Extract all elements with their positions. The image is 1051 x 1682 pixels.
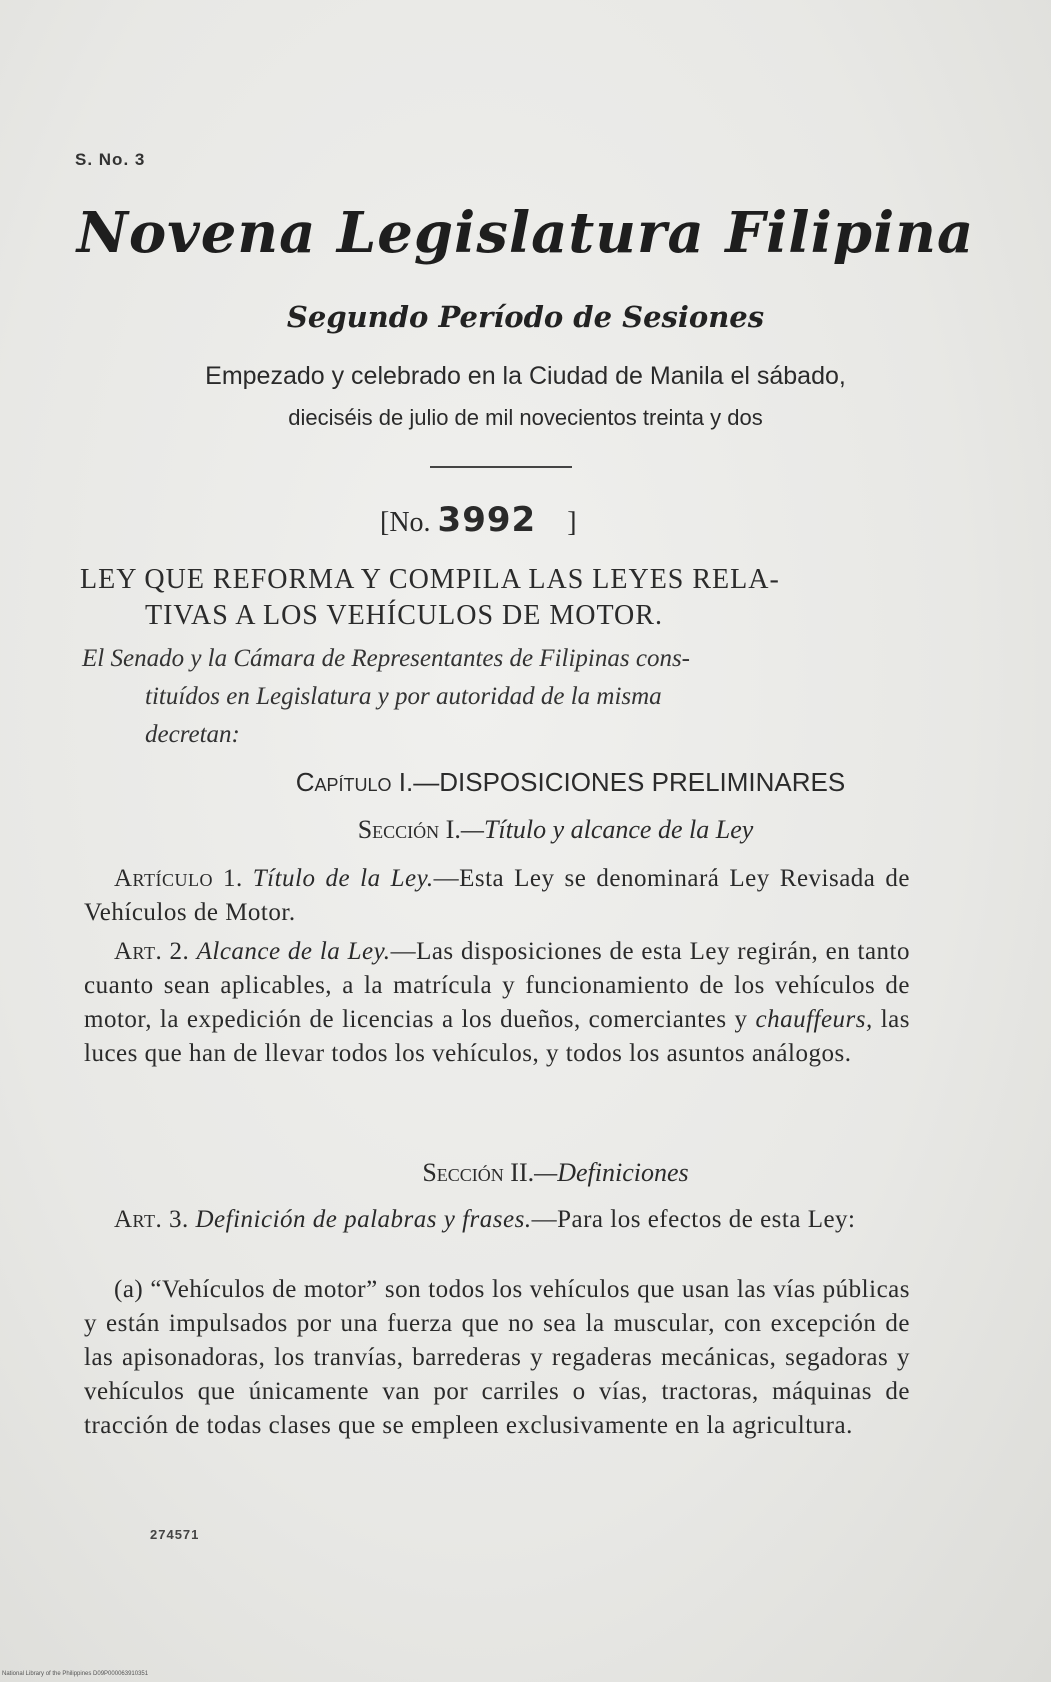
act-title-line-2: TIVAS A LOS VEHÍCULOS DE MOTOR. — [145, 600, 663, 631]
paragraph-a-text: “Vehículos de motor” son todos los vehículos que usan las vías públicas y están impulsados por una fuerza que no sea la muscular, con excepción de las apisonadoras, los tranvías, barrederas y regaderas mecánicas, segadoras y vehículos que únicamente van por carriles o vías, tractoras, máquinas de tracción de todas clases que se empleen exclusivamente en la agricultura. — [84, 1276, 910, 1439]
bill-prefix: [No. — [380, 507, 431, 538]
section-2-title: —Definiciones — [534, 1158, 689, 1187]
article-2-label: Art. 2. — [114, 938, 190, 965]
enacting-line-3: decretan: — [145, 721, 240, 748]
archive-footer: National Library of the Philippines D09P000063910351 — [2, 1671, 149, 1677]
article-1 — [84, 862, 910, 930]
legislature-title: Novena Legislatura Filipina — [76, 200, 975, 266]
chapter-title: —DISPOSICIONES PRELIMINARES — [413, 767, 846, 797]
section-1-heading — [0, 815, 1051, 845]
article-1-text: —Esta Ley se denominará Ley Revisada de Vehículos de Motor. — [84, 865, 911, 926]
article-3-heading: Definición de palabras y frases. — [195, 1206, 532, 1233]
bill-number — [380, 500, 577, 540]
article-2 — [84, 935, 910, 1071]
bill-suffix: ] — [567, 507, 577, 538]
divider-rule — [430, 466, 572, 468]
article-3-label: Art. 3. — [114, 1206, 189, 1233]
chapter-heading — [0, 767, 1051, 798]
article-3-text: —Para los efectos de esta Ley: — [531, 1206, 856, 1233]
session-start-line-2: dieciséis de julio de mil novecientos treinta y dos — [288, 405, 763, 430]
section-1-label: Sección I. — [357, 815, 461, 844]
paragraph-a-label: (a) — [114, 1276, 144, 1303]
session-subtitle: Segundo Período de Sesiones — [286, 300, 765, 334]
enacting-line-2: tituídos en Legislatura y por autoridad de la misma — [145, 683, 662, 710]
chapter-label: Capítulo I. — [295, 767, 414, 797]
print-number: 274571 — [150, 1527, 200, 1542]
section-2-heading — [0, 1158, 1051, 1188]
enacting-line-1: El Senado y la Cámara de Representantes de Filipinas cons- — [82, 645, 690, 672]
session-start-line-1: Empezado y celebrado en la Ciudad de Manila el sábado, — [205, 362, 846, 390]
article-2-text-2: las luces que han de llevar todos los vehículos, y todos los asuntos análogos. — [84, 1006, 910, 1067]
act-title — [80, 562, 910, 634]
article-1-label: Artículo 1. — [114, 865, 243, 892]
article-2-heading: Alcance de la Ley. — [196, 938, 391, 965]
act-title-line-1: LEY QUE REFORMA Y COMPILA LAS LEYES RELA- — [80, 564, 780, 595]
section-2-label: Sección II. — [422, 1158, 535, 1187]
section-1-title: —Título y alcance de la Ley — [460, 815, 754, 844]
article-1-heading: Título de la Ley. — [252, 865, 434, 892]
article-3 — [84, 1203, 910, 1237]
bill-number-value: 3992 — [437, 500, 537, 540]
article-2-italic-term: chauffeurs, — [755, 1006, 873, 1033]
paragraph-a — [84, 1273, 910, 1443]
article-2-text-1: —Las disposiciones de esta Ley regirán, en tanto cuanto sean aplicables, a la matrícula y funcionamiento de los vehículos de motor, la expedición de licencias a los dueños, comerciantes y — [84, 938, 910, 1033]
enacting-clause — [82, 640, 912, 754]
series-number: S. No. 3 — [75, 150, 146, 169]
